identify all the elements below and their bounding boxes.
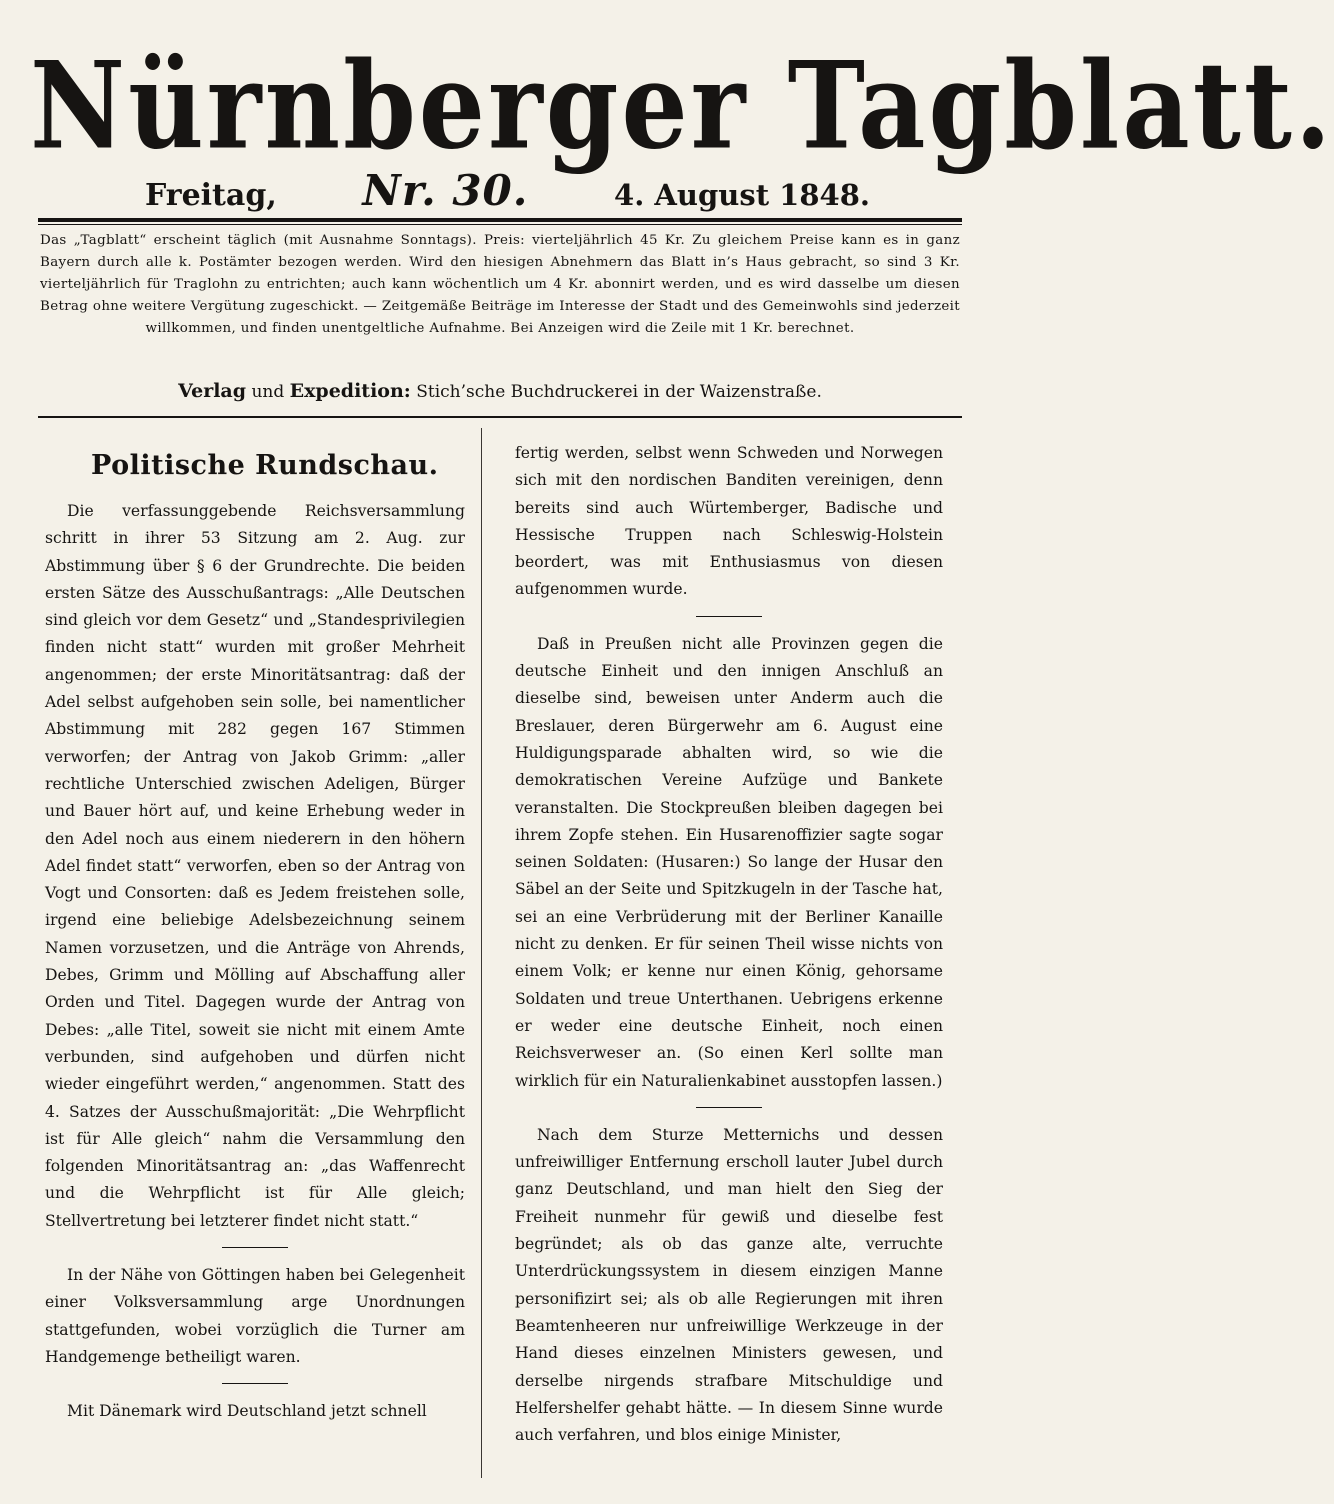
section-title: Politische Rundschau. — [91, 450, 439, 481]
header-rule-thin — [38, 224, 962, 225]
issue-number: Nr. 30. — [362, 166, 529, 215]
article-goettingen: In der Nähe von Göttingen haben bei Gelegenheit einer Volksversammlung arge Unordnungen stattgefunden, wobei vorzüglich die Turner am Handgemenge betheiligt waren. — [45, 1266, 465, 1366]
und-word: und — [251, 382, 285, 402]
article-reichsversammlung: Die verfassunggebende Reichsversammlung schritt in ihrer 53 Sitzung am 2. Aug. zur Abstimmung über § 6 der Grundrechte. Die beiden ersten Sätze des Ausschußantrags: „Alle Deutschen sind gleich vor dem Gesetz“ und „Standesprivilegien finden nicht statt“ wurden mit großer Mehrheit angenommen; der erste Minoritätsantrag: daß der Adel selbst aufgehoben sein solle, bei namentlicher Abstimmung mit 282 gegen 167 Stimmen verworfen; der Antrag von Jakob Grimm: „aller rechtliche Unterschied zwischen Adeligen, Bürger und Bauer hört auf, und keine Erhebung weder in den Adel noch aus einem niederern in den höhern Adel findet statt“ verworfen, eben so der Antrag von Vogt und Consorten: daß es Jedem freistehen solle, irgend eine beliebige Adelsbezeichnung seinem Namen vorzusetzen, und die Anträge von Ahrends, Debes, Grimm und Mölling auf Abschaffung aller Orden und Titel. Dagegen wurde der Antrag von Debes: „alle Titel, soweit sie nicht mit einem Amte verbunden, sind aufgehoben und dürfen nicht wieder eingeführt werden,“ angenommen. Statt des 4. Satzes der Ausschußmajorität: „Die Wehrpflicht ist für Alle gleich“ nahm die Versammlung den folgenden Minoritätsantrag an: „das Waffenrecht und die Wehrpflicht ist für Alle gleich; Stellvertretung bei letzterer findet nicht statt.“ — [45, 502, 465, 1230]
article-separator — [222, 1247, 288, 1248]
left-column — [45, 436, 465, 1426]
verlag-label: Verlag — [178, 380, 247, 402]
expedition-label: Expedition: — [289, 380, 411, 402]
right-column — [515, 440, 943, 1449]
publisher-line — [40, 376, 960, 406]
article-separator — [696, 616, 762, 617]
subscription-notice: Das „Tagblatt“ erscheint täglich (mit Ausnahme Sonntags). Preis: vierteljährlich 45 Kr. Zu gleichem Preise kann es in ganz Bayern durch alle k. Postämter bezogen werden. Wird den hiesigen Abnehmern das Blatt in’s Haus gebracht, so sind 3 Kr. vierteljährlich für Traglohn zu entrichten; auch kann wöchentlich um 4 Kr. abonnirt werden, und es wird dasselbe um diesen Betrag ohne weitere Vergütung zugeschickt. — Zeitgemäße Beiträge im Interesse der Stadt und des Gemeinwohls sind jederzeit willkommen, und finden unentgeltliche Aufnahme. Bei Anzeigen wird die Zeile mit 1 Kr. berechnet. — [40, 233, 960, 336]
article-separator — [222, 1383, 288, 1384]
issue-date: 4. August 1848. — [614, 178, 870, 212]
weekday: Freitag, — [145, 178, 277, 213]
header-rule-thick — [38, 218, 962, 222]
article-daenemark-start: Mit Dänemark wird Deutschland jetzt schnell — [67, 1402, 427, 1421]
column-divider — [481, 428, 482, 1478]
masthead-title: Nürnberger Tagblatt. — [30, 34, 1334, 176]
publisher-rule — [38, 416, 962, 418]
printer-name: Stich’sche Buchdruckerei in der Waizenstraße. — [416, 382, 822, 402]
article-separator — [696, 1107, 762, 1108]
article-preussen: Daß in Preußen nicht alle Provinzen gegen die deutsche Einheit und den innigen Anschluß an dieselbe sind, beweisen unter Anderm auch die Breslauer, deren Bürgerwehr am 6. August eine Huldigungsparade abhalten wird, so wie die demokratischen Vereine Aufzüge und Bankete veranstalten. Die Stockpreußen bleiben dagegen bei ihrem Zopfe stehen. Ein Husarenoffizier sagte sogar seinen Soldaten: (Husaren:) So lange der Husar den Säbel an der Seite und Spitzkugeln in der Tasche hat, sei an eine Verbrüderung mit der Berliner Kanaille nicht zu denken. Er für seinen Theil wisse nichts von einem Volk; er kenne nur einen König, gehorsame Soldaten und treue Unterthanen. Uebrigens erkenne er weder eine deutsche Einheit, noch einen Reichsverweser an. (So einen Kerl sollte man wirklich für ein Naturalienkabinet ausstopfen lassen.) — [515, 634, 943, 1090]
dateline — [145, 166, 870, 215]
article-metternich: Nach dem Sturze Metternichs und dessen unfreiwilliger Entfernung erscholl lauter Jubel durch ganz Deutschland, und man hielt den Sieg der Freiheit nunmehr für gewiß und dieselbe fest begründet; als ob das ganze alte, verruchte Unterdrückungssystem in diesem einzigen Manne personifizirt sei; als ob alle Regierungen mit ihren Beamtenheeren nur unfreiwillige Werkzeuge in der Hand dieses einzelnen Ministers gewesen, und derselbe nirgends strafbare Mitschuldige und Helfershelfer gehabt hätte. — In diesem Sinne wurde auch verfahren, und blos einige Minister, — [515, 1125, 943, 1445]
article-daenemark-cont: fertig werden, selbst wenn Schweden und Norwegen sich mit den nordischen Banditen vereinigen, denn bereits sind auch Würtemberger, Badische und Hessische Truppen nach Schleswig-Holstein beordert, was mit Enthusiasmus von diesen aufgenommen wurde. — [515, 444, 943, 599]
